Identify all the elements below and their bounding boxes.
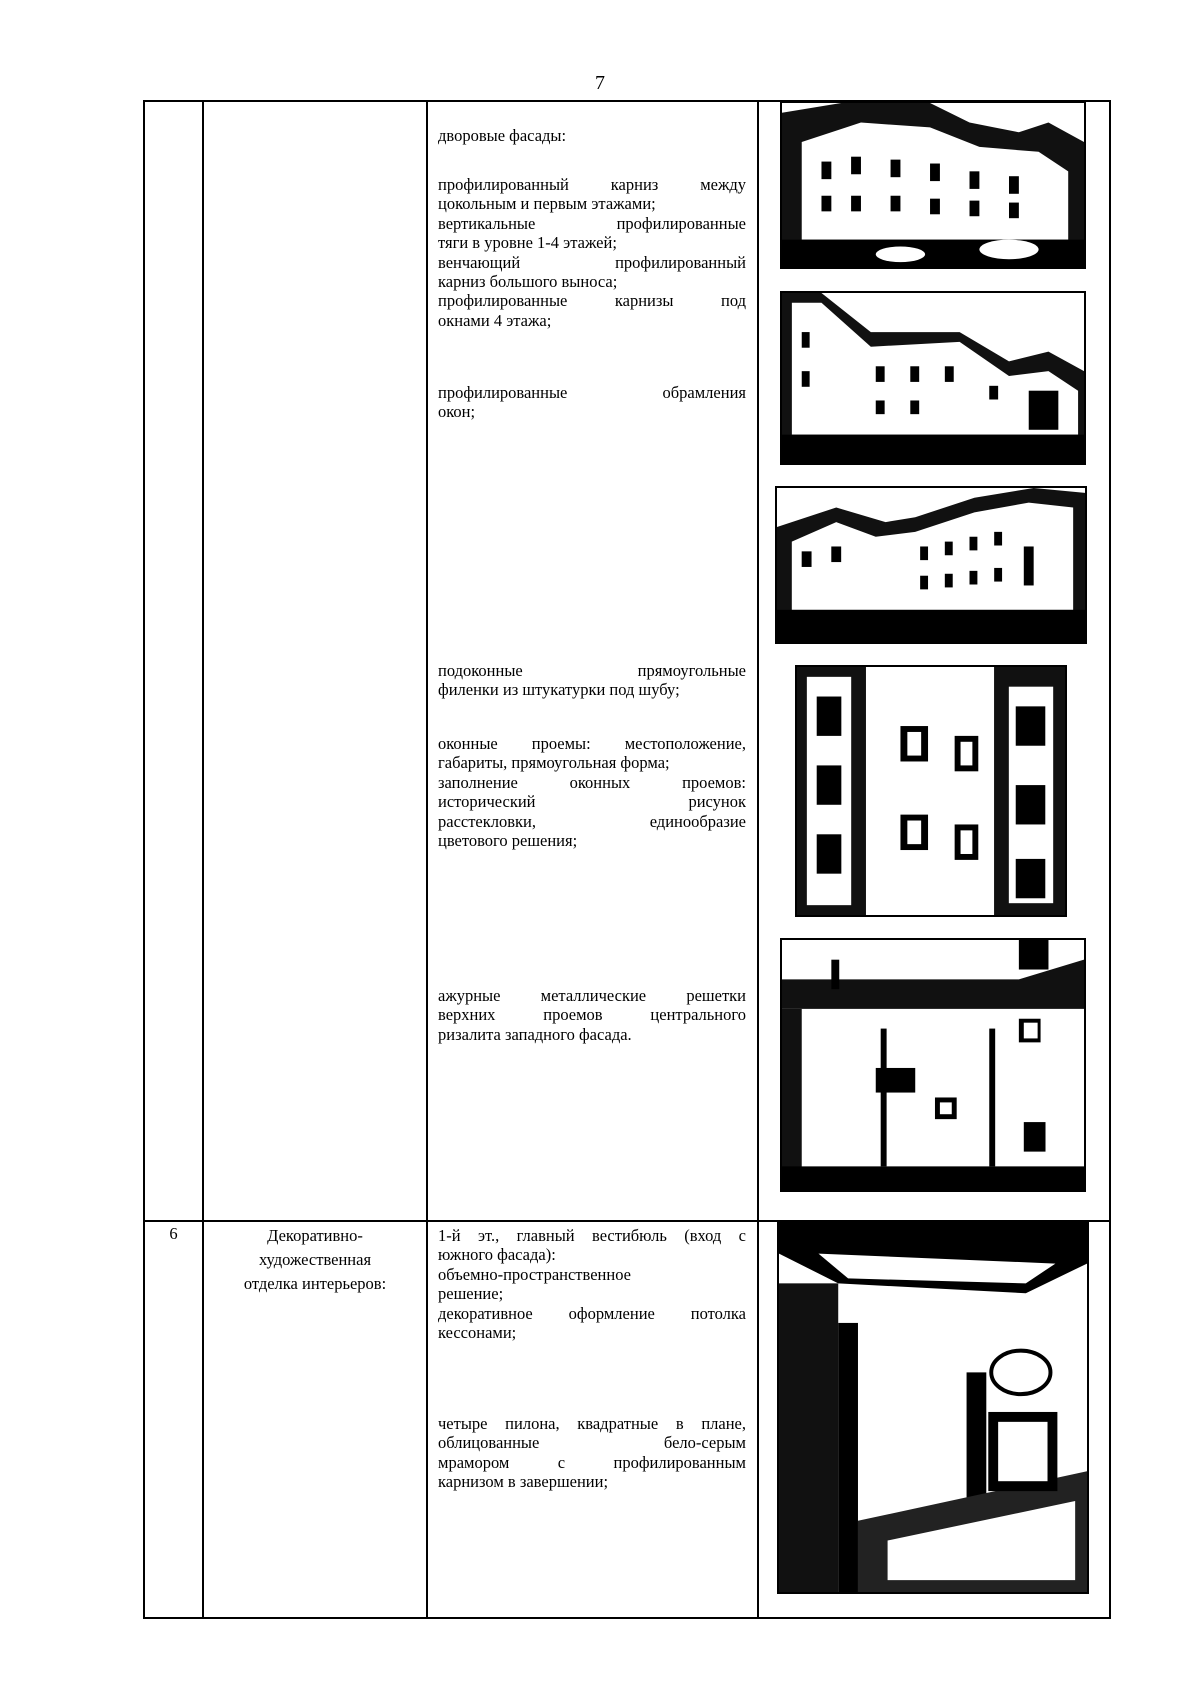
- element-name: Декоративно- художественная отделка интерьеров:: [243, 1226, 387, 1293]
- table-left-border: [143, 100, 145, 1618]
- photo-west-facade-grilles: [780, 938, 1086, 1192]
- text-block-window-openings: оконные проемы: местоположение, габариты, прямоугольная форма; заполнение оконных проемов: исторический рисунок расстекловки, единообразие цветового решения;: [438, 734, 746, 851]
- photo-main-vestibule: [777, 1222, 1089, 1594]
- text-block-sill-panels: подоконные прямоугольные филенки из штукатурки под шубу;: [438, 661, 746, 700]
- text-block-pylons: четыре пилона, квадратные в плане, облицованные бело-серым мрамором с профилированным карнизом в завершении;: [438, 1414, 746, 1492]
- column-divider-3: [757, 100, 759, 1618]
- text-block-window-frames: профилированные обрамления окон;: [438, 383, 746, 422]
- photo-courtyard-facade-1: [780, 101, 1086, 269]
- table-right-border: [1109, 100, 1111, 1618]
- text-block-metal-grilles: ажурные металлические решетки верхних проемов центрального ризалита западного фасада.: [438, 986, 746, 1044]
- text-block-main-vestibule: 1-й эт., главный вестибюль (вход с южного фасада): объемно-пространственное решение; декоративное оформление потолка кессонами;: [438, 1226, 746, 1343]
- row-number: 6: [169, 1224, 178, 1243]
- photo-window-openings: [795, 665, 1067, 917]
- photo-courtyard-facade-2: [780, 291, 1086, 465]
- page-number: 7: [595, 72, 605, 94]
- photo-courtyard-facade-3: [775, 486, 1087, 644]
- table-bottom-border: [143, 1617, 1111, 1619]
- column-divider-2: [426, 100, 428, 1618]
- text-block-cornices: профилированный карниз между цокольным и первым этажами; вертикальные профилированные тяги в уровне 1-4 этажей; венчающий профилированный карниз большого выноса; профилированные карнизы под окнами 4 этажа;: [438, 175, 746, 330]
- column-divider-1: [202, 100, 204, 1618]
- text-block-courtyard-facades: дворовые фасады:: [438, 126, 567, 145]
